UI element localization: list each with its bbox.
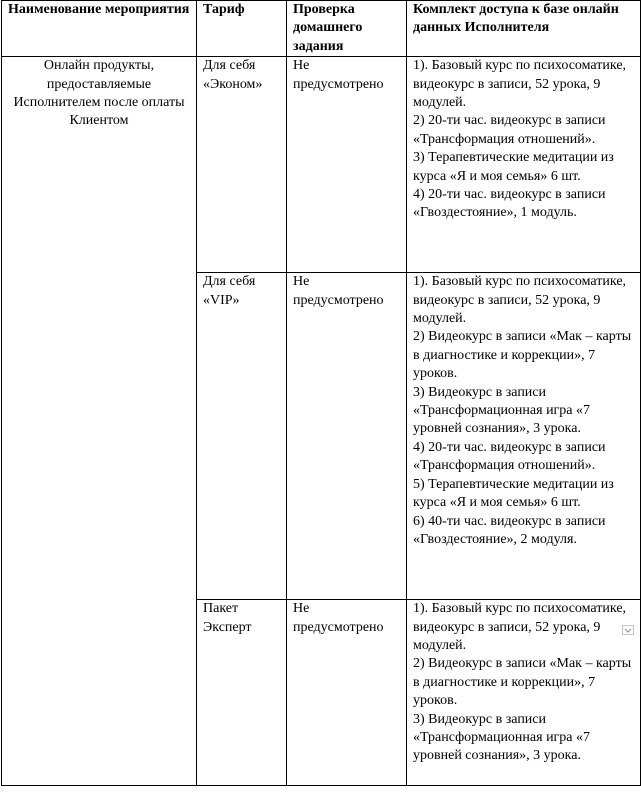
access-item: 3) Видеокурс в записи «Трансформационная игра «7 уровней сознания», 3 урока. — [413, 711, 591, 764]
access-item: 4) 20-ти час. видеокурс в записи «Трансформация отношений». — [413, 439, 606, 474]
header-access-kit: Комплект доступа к базе онлайн данных Исполнителя — [407, 1, 641, 57]
tariff-cell: Пакет Эксперт — [197, 600, 287, 786]
access-item: 3) Видеокурс в записи «Трансформационная игра «7 уровней сознания», 3 урока. — [413, 384, 591, 437]
access-kit-cell — [407, 57, 641, 273]
header-tariff: Тариф — [197, 1, 287, 57]
access-item: 3) Терапевтические медитации из курса «Я и моя семья» 6 шт. — [413, 150, 614, 184]
tariff-cell: Для себя «VIP» — [197, 273, 287, 600]
table-header-row — [2, 1, 641, 57]
table-row — [2, 57, 641, 273]
access-item: 2) Видеокурс в записи «Мак – карты в диагностике и коррекции», 7 уроков. — [413, 656, 632, 709]
access-kit-cell — [407, 273, 641, 600]
tariff-table — [1, 0, 641, 786]
header-homework-check: Проверка домашнего задания — [287, 1, 407, 57]
homework-cell: Не предусмотрено — [287, 57, 407, 273]
access-item: 5) Терапевтические медитации из курса «Я и моя семья» 6 шт. — [413, 476, 614, 511]
access-kit-cell — [407, 600, 641, 786]
access-item: 1). Базовый курс по психосоматике, видеокурс в записи, 52 урока, 9 модулей. — [413, 601, 627, 654]
chevron-down-icon[interactable] — [622, 625, 634, 635]
access-item: 4) 20-ти час. видеокурс в записи «Гвоздестояние», 1 модуль. — [413, 187, 606, 221]
tariff-cell: Для себя «Эконом» — [197, 57, 287, 273]
access-item: 2) 20-ти час. видеокурс в записи «Трансформация отношений». — [413, 113, 606, 147]
access-item: 1). Базовый курс по психосоматике, видеокурс в записи, 52 урока, 9 модулей. — [413, 274, 627, 327]
homework-cell: Не предусмотрено — [287, 600, 407, 786]
access-item: 6) 40-ти час. видеокурс в записи «Гвоздестояние», 2 модуля. — [413, 513, 606, 547]
header-event-name: Наименование мероприятия — [2, 1, 197, 57]
access-item: 1). Базовый курс по психосоматике, видеокурс в записи, 52 урока, 9 модулей. — [413, 58, 627, 111]
access-item: 2) Видеокурс в записи «Мак – карты в диагностике и коррекции», 7 уроков. — [413, 329, 632, 382]
event-name-cell: Онлайн продукты, предоставляемые Исполнителем после оплаты Клиентом — [2, 57, 197, 786]
homework-cell: Не предусмотрено — [287, 273, 407, 600]
